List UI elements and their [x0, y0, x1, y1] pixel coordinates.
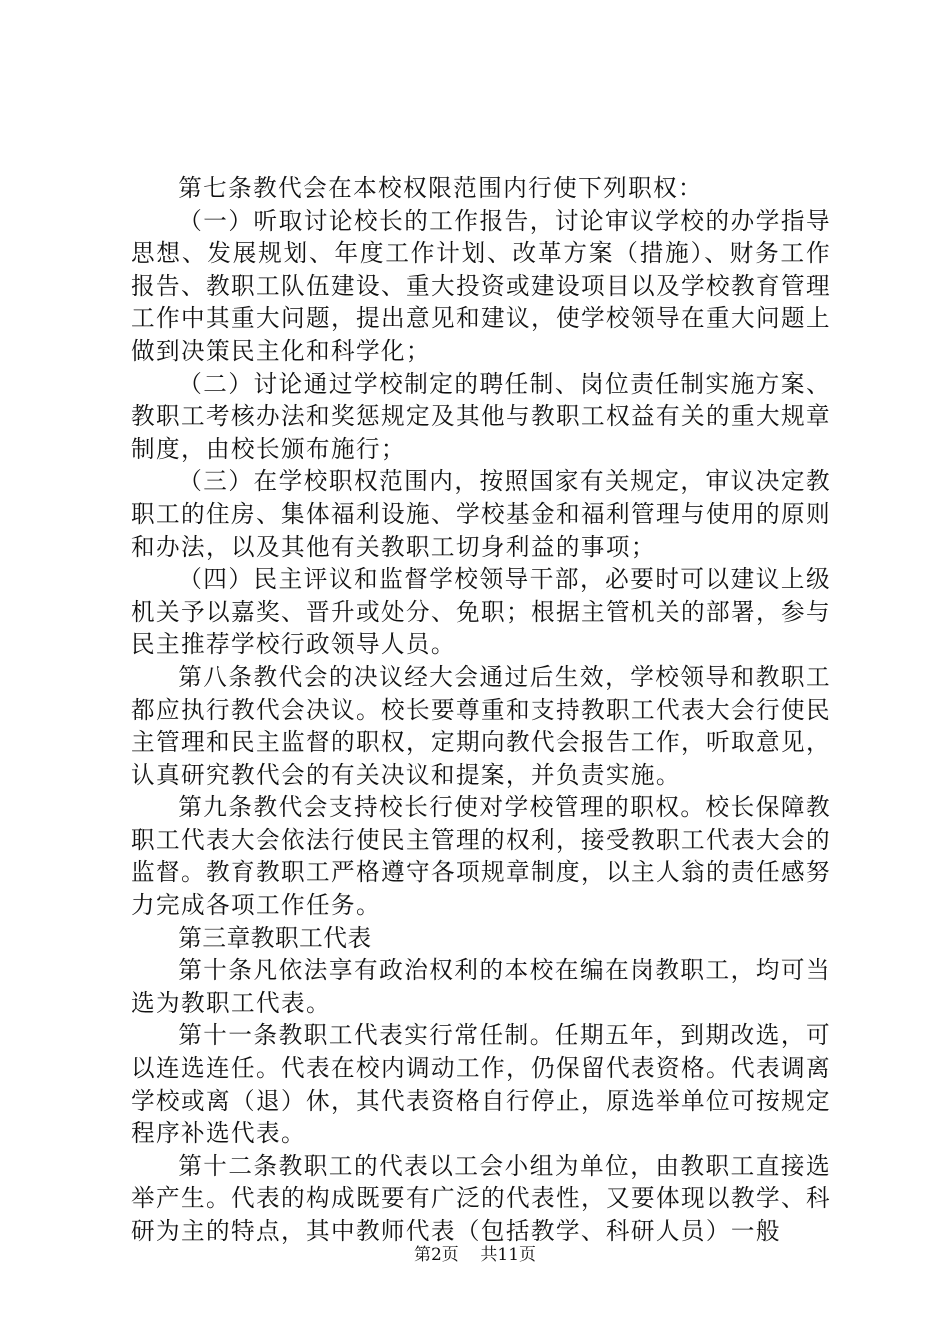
document-body	[131, 172, 831, 1248]
paragraph-item-3: （三）在学校职权范围内，按照国家有关规定，审议决定教职工的住房、集体福利设施、学校基金和福利管理与使用的原则和办法，以及其他有关教职工切身利益的事项；	[131, 467, 831, 561]
paragraph-article-10: 第十条凡依法享有政治权利的本校在编在岗教职工，均可当选为教职工代表。	[131, 956, 831, 1017]
paragraph-article-8: 第八条教代会的决议经大会通过后生效，学校领导和教职工都应执行教代会决议。校长要尊重和支持教职工代表大会行使民主管理和民主监督的职权，定期向教代会报告工作，听取意见，认真研究教代会的有关决议和提案，并负责实施。	[131, 662, 831, 789]
paragraph-item-2: （二）讨论通过学校制定的聘任制、岗位责任制实施方案、教职工考核办法和奖惩规定及其他与教职工权益有关的重大规章制度，由校长颁布施行；	[131, 369, 831, 463]
total-pages: 共11页	[480, 1245, 537, 1265]
footer-gap	[464, 1245, 475, 1265]
page-footer	[0, 1243, 950, 1267]
paragraph-item-4: （四）民主评议和监督学校领导干部，必要时可以建议上级机关予以嘉奖、晋升或处分、免职；根据主管机关的部署，参与民主推荐学校行政领导人员。	[131, 565, 831, 659]
paragraph-article-12: 第十二条教职工的代表以工会小组为单位，由教职工直接选举产生。代表的构成既要有广泛的代表性，又要体现以教学、科研为主的特点，其中教师代表（包括教学、科研人员）一般	[131, 1151, 831, 1245]
page-number: 第2页	[413, 1245, 459, 1265]
chapter-heading: 第三章教职工代表	[178, 923, 372, 952]
paragraph-item-1: （一）听取讨论校长的工作报告，讨论审议学校的办学指导思想、发展规划、年度工作计划、改革方案（措施）、财务工作报告、教职工队伍建设、重大投资或建设项目以及学校教育管理工作中其重大问题，提出意见和建议，使学校领导在重大问题上做到决策民主化和科学化；	[131, 206, 831, 365]
paragraph-article-7: 第七条教代会在本校权限范围内行使下列职权：	[178, 174, 704, 202]
paragraph-article-11: 第十一条教职工代表实行常任制。任期五年，到期改选，可以连选连任。代表在校内调动工作，仍保留代表资格。代表调离学校或离（退）休，其代表资格自行停止，原选举单位可按规定程序补选代表。	[131, 1021, 831, 1148]
paragraph-article-9: 第九条教代会支持校长行使对学校管理的职权。校长保障教职工代表大会依法行使民主管理的权利，接受教职工代表大会的监督。教育教职工严格遵守各项规章制度，以主人翁的责任感努力完成各项工作任务。	[131, 793, 831, 920]
